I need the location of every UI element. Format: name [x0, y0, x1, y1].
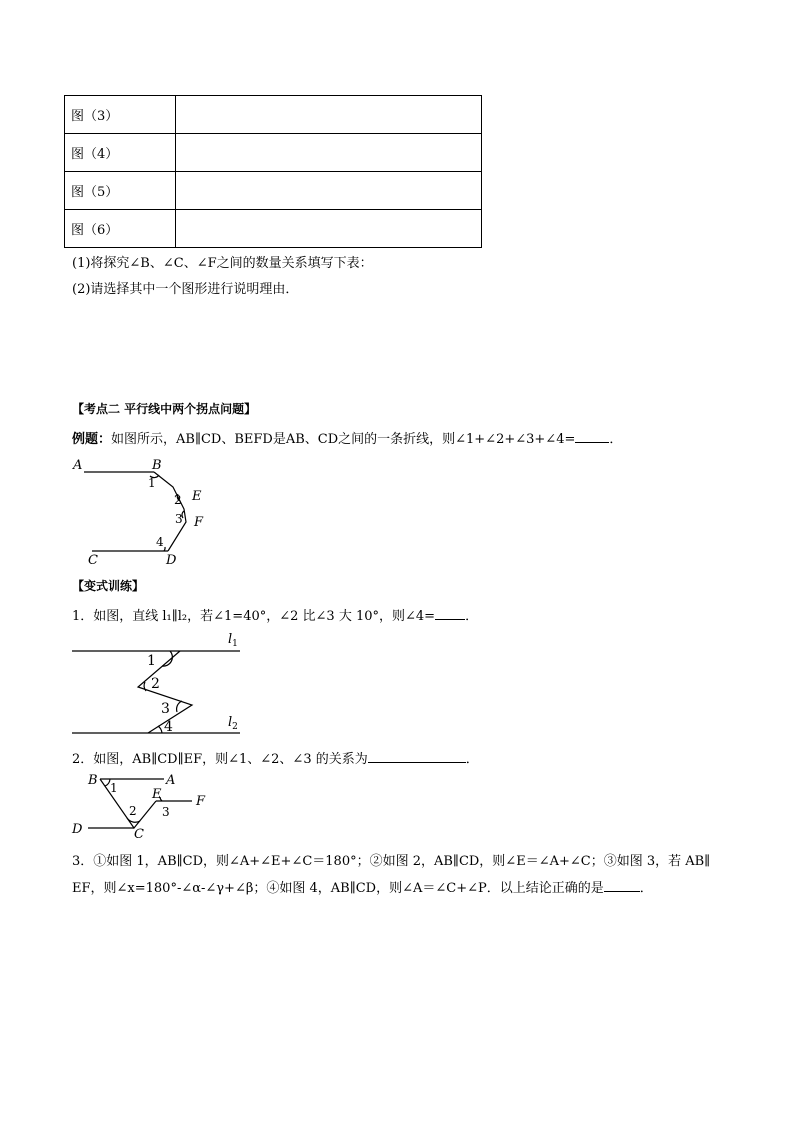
- question-1: (1)将探究∠B、∠C、∠F之间的数量关系填写下表：: [72, 256, 373, 271]
- angle-3-label: 3: [162, 805, 170, 819]
- example-figure: [70, 454, 220, 569]
- angle-arc: [158, 726, 162, 733]
- angle-2-label: 2: [174, 493, 182, 507]
- label-b: B: [152, 458, 162, 473]
- problem-1-text: 1．如图，直线 l₁∥l₂，若∠1=40°，∠2 比∠3 大 10°，则∠4=: [72, 609, 436, 624]
- table-row-value: [176, 210, 482, 248]
- figure-2: [70, 768, 220, 840]
- problem-2: [72, 748, 479, 767]
- label-e: E: [192, 489, 202, 504]
- answer-table: [64, 95, 482, 248]
- table-row-value: [176, 172, 482, 210]
- angle-arc: [177, 701, 182, 712]
- table-row: [65, 210, 482, 248]
- label-l1: $l_1$: [228, 632, 238, 649]
- problem-3-line-2: [72, 877, 653, 896]
- label-f: F: [196, 794, 206, 809]
- table-row-label: 图（6）: [65, 210, 176, 248]
- example-line: [72, 428, 622, 447]
- problem-1: [72, 605, 478, 624]
- answer-blank: [604, 879, 640, 892]
- label-e: E: [152, 787, 162, 802]
- table-row: [65, 172, 482, 210]
- training-title: 【变式训练】: [72, 579, 145, 593]
- answer-blank: [575, 430, 609, 443]
- example-prefix: 例题：: [72, 432, 112, 447]
- angle-1-label: 1: [147, 653, 156, 669]
- table-row: [65, 96, 482, 134]
- example-end: ．: [609, 432, 623, 447]
- problem-2-text: 2．如图，AB∥CD∥EF，则∠1、∠2、∠3 的关系为: [72, 752, 368, 767]
- angle-3-label: 3: [175, 512, 183, 526]
- label-a: A: [166, 773, 176, 788]
- angle-4-label: 4: [164, 719, 173, 735]
- table-row-label: 图（4）: [65, 134, 176, 172]
- angle-3-label: 3: [161, 701, 170, 717]
- label-l2: $l_2$: [228, 715, 238, 732]
- problem-3-end: ．: [639, 881, 653, 896]
- label-c: C: [88, 553, 98, 568]
- label-b: B: [88, 773, 98, 788]
- example-text: 如图所示，AB∥CD、BEFD是AB、CD之间的一条折线，则∠1+∠2+∠3+∠4=: [111, 432, 576, 447]
- problem-1-end: ．: [465, 609, 479, 624]
- label-f: F: [194, 515, 204, 530]
- label-d: D: [166, 553, 177, 568]
- question-2: (2)请选择其中一个图形进行说明理由．: [72, 282, 299, 297]
- figure-1: [70, 625, 250, 740]
- problem-3-text: EF，则∠x=180°-∠α-∠γ+∠β；④如图 4，AB∥CD，则∠A＝∠C+∠P．以上结论正确的是: [72, 881, 604, 896]
- answer-blank: [435, 607, 465, 620]
- polyline-bce: [100, 779, 156, 828]
- label-c: C: [134, 827, 144, 840]
- table-row-value: [176, 96, 482, 134]
- section-title: 【考点二 平行线中两个拐点问题】: [72, 402, 257, 416]
- table-row: [65, 134, 482, 172]
- problem-2-end: ．: [465, 752, 479, 767]
- angle-4-label: 4: [156, 535, 164, 549]
- angle-arc: [164, 547, 165, 551]
- angle-2-label: 2: [129, 804, 137, 818]
- angle-arc: [144, 682, 146, 691]
- label-a: A: [73, 458, 83, 473]
- angle-2-label: 2: [151, 676, 160, 692]
- label-d: D: [72, 822, 83, 837]
- answer-blank: [368, 750, 466, 763]
- table-row-label: 图（5）: [65, 172, 176, 210]
- table-row-value: [176, 134, 482, 172]
- angle-1-label: 1: [110, 781, 118, 795]
- angle-1-label: 1: [148, 476, 156, 490]
- problem-3-line-1: 3．①如图 1，AB∥CD，则∠A+∠E+∠C＝180°；②如图 2，AB∥CD，则∠E＝∠A+∠C；③如图 3，若 AB∥: [72, 854, 711, 869]
- table-row-label: 图（3）: [65, 96, 176, 134]
